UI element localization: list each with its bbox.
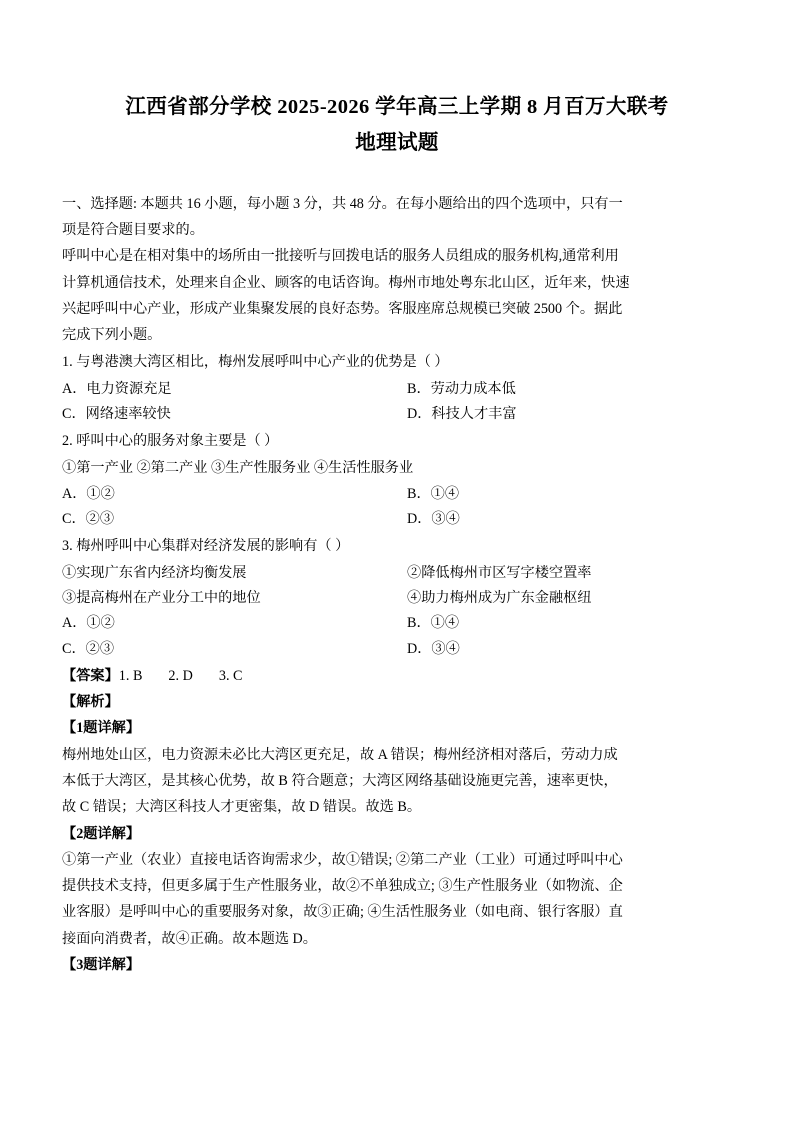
passage-line-2: 计算机通信技术，处理来自企业、顾客的电话咨询。梅州市地处粤东北山区，近年来，快速 [62,274,630,291]
question-1-option-b[interactable]: B．劳动力成本低 [407,380,516,397]
question-2-stem: 2. 呼叫中心的服务对象主要是（ ） [62,433,279,450]
question-3-option-d[interactable]: D．③④ [407,640,460,657]
question-3-option-b[interactable]: B．①④ [407,615,460,632]
detail-1-label: 【1题详解】 [62,720,141,737]
document-body [62,192,732,978]
question-3-sub-item-4: ④助力梅州成为广东金融枢纽 [407,589,592,606]
analysis-label: 【解析】 [62,694,119,711]
question-2-option-d[interactable]: D．③④ [407,511,460,528]
question-2-sub-items: ①第一产业 ②第二产业 ③生产性服务业 ④生活性服务业 [62,459,414,476]
title-line-2: 地理试题 [355,131,439,154]
detail-2-line-4: 接面向消费者，故④正确。故本题选 D。 [62,930,317,947]
answer-line [62,664,732,689]
question-1-stem: 1. 与粤港澳大湾区相比，梅州发展呼叫中心产业的优势是（ ） [62,354,449,371]
answer-3: 3. C [218,667,243,684]
passage-line-1: 呼叫中心是在相对集中的场所由一批接听与回拨电话的服务人员组成的服务机构,通常利用 [62,248,619,265]
page-title [62,90,732,162]
detail-3-label: 【3题详解】 [62,956,141,973]
question-2-option-b[interactable]: B．①④ [407,485,460,502]
passage-line-3: 兴起呼叫中心产业，形成产业集聚发展的良好态势。客服座席总规模已突破 2500 个。据此 [62,300,623,317]
question-3-stem: 3. 梅州呼叫中心集群对经济发展的影响有（ ） [62,538,350,555]
question-1-options-row-2 [62,402,732,427]
section-heading: 一、选择题: 本题共 16 小题，每小题 3 分，共 48 分。在每小题给出的四个选项中，只有一 [62,195,623,212]
question-3-sub-row-1 [62,561,732,586]
question-3-option-a[interactable]: A．①② [62,615,115,632]
detail-2-line-3: 业客服）是呼叫中心的重要服务对象，故③正确; ④生活性服务业（如电商、银行客服）直 [62,904,623,921]
question-3-sub-row-2 [62,586,732,611]
answer-label: 【答案】 [62,667,119,684]
question-2-option-a[interactable]: A．①② [62,485,115,502]
detail-1-line-2: 本低于大湾区，是其核心优势，故 B 符合题意；大湾区网络基础设施更完善，速率更快， [62,772,618,789]
section-heading-continued: 项是符合题目要求的。 [62,222,204,239]
detail-2-line-2: 提供技术支持，但更多属于生产性服务业，故②不单独成立; ③生产性服务业（如物流、企 [62,878,623,895]
question-3-sub-item-1: ①实现广东省内经济均衡发展 [62,564,247,581]
question-3-options-row-2 [62,637,732,662]
question-3-sub-item-2: ②降低梅州市区写字楼空置率 [407,564,592,581]
question-1-option-c[interactable]: C．网络速率较快 [62,406,171,422]
question-1-option-a[interactable]: A．电力资源充足 [62,380,172,397]
detail-2-line-1: ①第一产业（农业）直接电话咨询需求少，故①错误; ②第二产业（工业）可通过呼叫中心 [62,851,623,868]
question-3-options-row-1 [62,611,732,636]
question-1-options-row-1 [62,377,732,402]
passage-line-4: 完成下列小题。 [62,327,162,344]
detail-1-line-1: 梅州地处山区，电力资源未必比大湾区更充足，故 A 错误；梅州经济相对落后，劳动力成 [62,746,618,763]
answer-2: 2. D [168,667,193,684]
answer-1: 1. B [118,667,143,684]
question-3-sub-item-3: ③提高梅州在产业分工中的地位 [62,589,261,606]
question-2-option-c[interactable]: C．②③ [62,511,115,528]
question-2-options-row-2 [62,507,732,532]
detail-2-label: 【2题详解】 [62,825,141,842]
question-1-option-d[interactable]: D．科技人才丰富 [407,406,517,422]
question-3-option-c[interactable]: C．②③ [62,640,115,657]
question-2-options-row-1 [62,482,732,507]
title-line-1: 江西省部分学校 2025-2026 学年高三上学期 8 月百万大联考 [125,96,669,118]
detail-1-line-3: 故 C 错误；大湾区科技人才更密集，故 D 错误。故选 B。 [62,799,422,816]
